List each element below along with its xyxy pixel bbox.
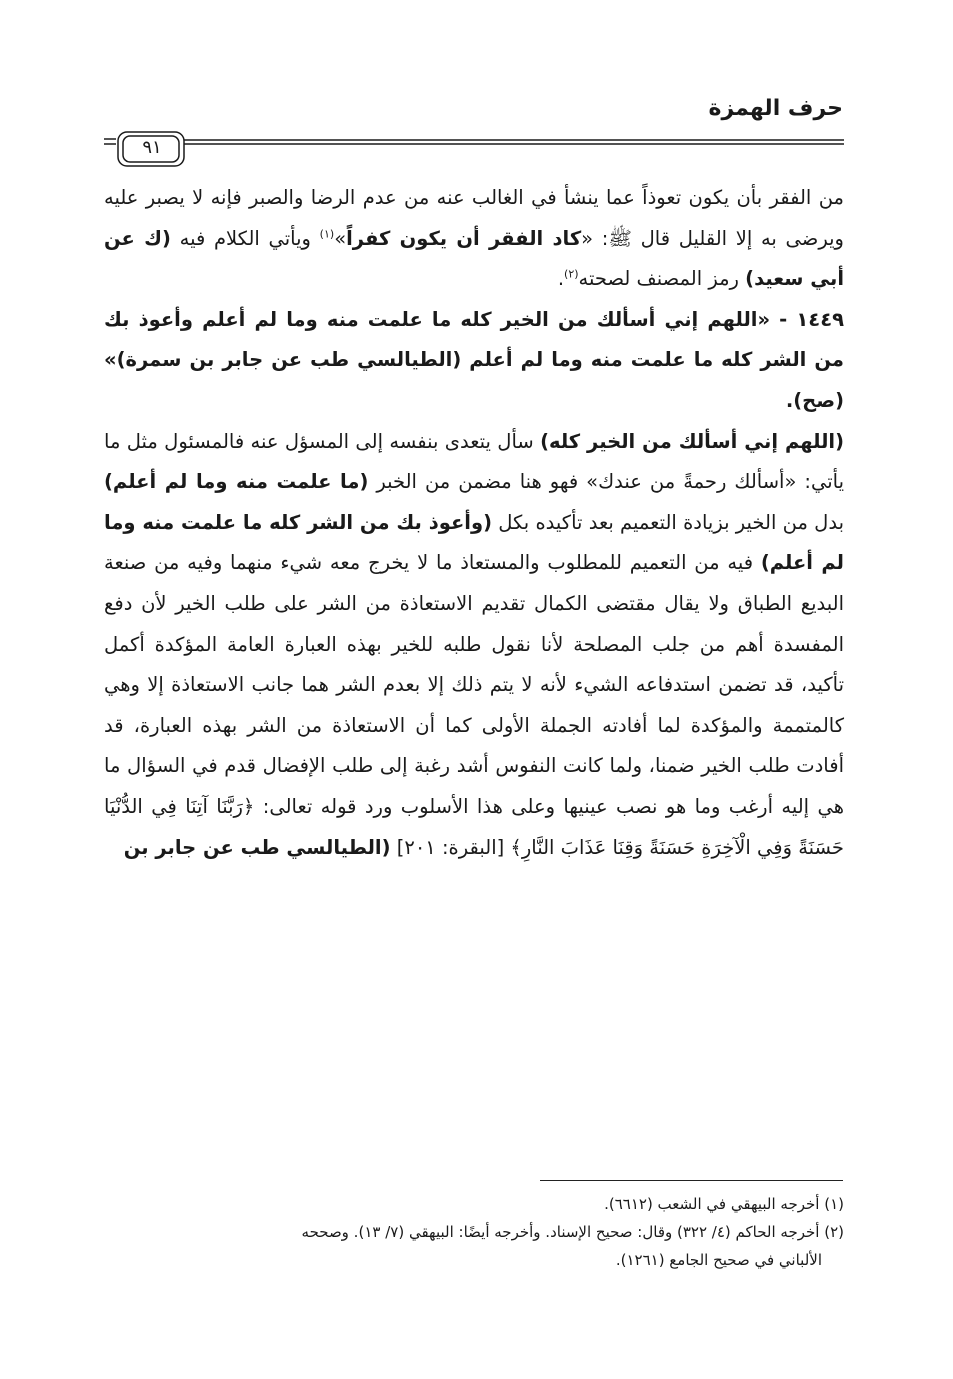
- text-run: ويأتي الكلام فيه: [170, 226, 320, 250]
- quoted-phrase: (وأعوذ بك من الشر كله ما علمت منه وما لم أعلم): [104, 510, 844, 575]
- text-run: فيه من التعميم للمطلوب والمستعاذ ما لا يخرج معه شيء منهما وفيه من صنعة البديع الطباق ولا يقال مقتضى الكمال تقديم الاستعاذة من الشر على طلب الخير لأن دفع المفسدة أهم من جلب المصلحة لأنا نقول طلبه للخير بهذه العبارة العامة المؤكدة أكمل تأكيد، قد تضمن استدفاعه الشيء لأنه لا يتم ذلك إلا بعدم الشر هما جانب الاستعاذة إلا وهي كالمتممة والمؤكدة لما أفادته الجملة الأولى كما أن الاستعاذة من الشر بهذه العبارة، قد أفادت طلب الخير ضمنا، ولما كانت النفوس أشد رغبة إلى طلب الإفضال قدم في السؤال ما هي إليه أرغب وما هو نصب عينيها وعلى هذا الأسلوب ورد قوله تعالى: ﴿رَبَّنَا آتِنَا فِي الدُّنْيَا حَسَنَةً وَفِي الْآخِرَةِ حَسَنَةً وَقِنَا عَذَابَ النَّارِ﴾ [البقرة: ٢٠١]: [104, 551, 844, 859]
- text-run: .: [557, 267, 565, 291]
- hadith-quote: كاد الفقر أن يكون كفراً: [346, 226, 582, 250]
- header-rule: [104, 130, 844, 170]
- hadith-text: «اللهم إني أسألك من الخير كله ما علمت منه وما لم أعلم وأعوذ بك من الشر كله ما علمت منه وما لم أعلم (الطيالسي طب عن جابر بن سمرة)» (صح).: [104, 307, 844, 412]
- footnote-ref-2: (٢): [564, 267, 579, 281]
- footnote-1: (١) أخرجه البيهقي في الشعب (٦٦١٢).: [604, 1195, 844, 1213]
- hadith-number: ١٤٤٩ -: [770, 307, 845, 331]
- main-text: [104, 178, 844, 868]
- paragraph-intro: [104, 178, 844, 300]
- text-run: سأل يتعدى بنفسه إلى المسؤل عنه فالمسئول مثل ما يأتي: «أسألك رحمةً من عندك» فهو هنا مضمن من الخبر: [104, 429, 844, 494]
- source-reference: (الطيالسي طب عن جابر بن: [123, 835, 391, 859]
- quoted-phrase: (اللهم إني أسألك من الخير كله): [540, 429, 844, 453]
- text-run: بدل من الخير بزيادة التعميم بعد تأكيده بكل: [492, 510, 844, 534]
- hadith-entry: [104, 300, 844, 422]
- text-run: من الفقر بأن يكون تعوذاً عما ينشأ في الغالب عنه من عدم الرضا والصبر فإنه لا يصبر عليه ويرضى به إلا القليل قال ﷺ: «: [104, 186, 844, 250]
- text-run: رمز المصنف لصحته: [578, 267, 746, 291]
- quoted-phrase: (ما علمت منه وما لم أعلم): [104, 470, 369, 494]
- paragraph-commentary: [104, 422, 844, 869]
- footnote-2-continued: الألباني في صحيح الجامع (١٢٦١).: [615, 1251, 822, 1269]
- page-number: ٩١: [142, 137, 162, 158]
- footnote-separator: [540, 1180, 843, 1181]
- text-run: »: [334, 226, 347, 250]
- footnote-ref-1: (١): [319, 227, 335, 241]
- source-reference: (ك عن أبي سعيد): [104, 226, 844, 291]
- running-title: حرف الهمزة: [708, 96, 843, 121]
- footnote-2: (٢) أخرجه الحاكم (٤/ ٣٢٢) وقال: صحيح الإسناد. وأخرجه أيضًا: البيهقي (٧/ ١٣). وصححه: [301, 1223, 844, 1241]
- footnotes: [104, 1190, 844, 1274]
